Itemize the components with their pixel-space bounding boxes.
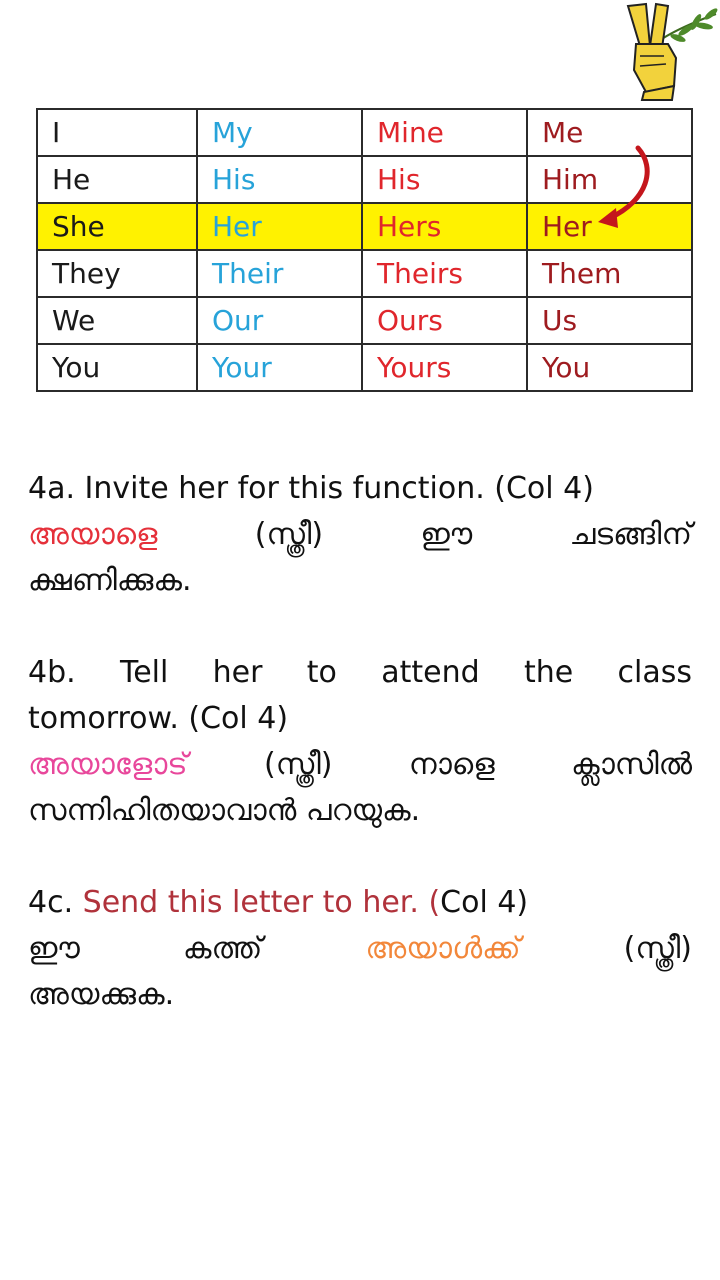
table-cell: Us xyxy=(527,297,692,344)
table-cell: Their xyxy=(197,250,362,297)
table-cell: Them xyxy=(527,250,692,297)
malayalam-text: (സ്ത്രീ) xyxy=(520,931,692,966)
table-cell: My xyxy=(197,109,362,156)
malayalam-text: ഈ കത്ത് xyxy=(28,931,366,966)
table-cell: She xyxy=(37,203,197,250)
table-row-highlighted xyxy=(37,203,692,250)
table-row xyxy=(37,156,692,203)
victory-hand-olive-branch-icon xyxy=(616,0,720,104)
example-4b-malayalam-line2: സന്നിഹിതയാവാൻ പറയുക. xyxy=(28,793,421,828)
example-4a xyxy=(28,466,692,604)
example-4b-english-line2: tomorrow. (Col 4) xyxy=(28,701,289,736)
table-cell: His xyxy=(197,156,362,203)
table-cell: Ours xyxy=(362,297,527,344)
highlighted-word: അയാളെ xyxy=(28,517,158,552)
table-cell: Theirs xyxy=(362,250,527,297)
example-4c-suffix: Col 4) xyxy=(440,885,529,920)
table-cell: You xyxy=(527,344,692,391)
example-4c-prefix: 4c. xyxy=(28,885,83,920)
table-cell: Our xyxy=(197,297,362,344)
highlighted-sentence: Send this letter to her. ( xyxy=(82,885,441,920)
table-cell: Her xyxy=(527,203,692,250)
table-cell: Hers xyxy=(362,203,527,250)
table-cell: Mine xyxy=(362,109,527,156)
table-cell: He xyxy=(37,156,197,203)
malayalam-text: (സ്ത്രീ) ഈ ചടങ്ങിന് xyxy=(157,517,692,552)
table-cell: Your xyxy=(197,344,362,391)
example-4a-malayalam-line2: ക്ഷണിക്കുക. xyxy=(28,563,192,598)
example-4a-malayalam-line1 xyxy=(28,512,692,558)
highlighted-word: അയാൾക്ക് xyxy=(365,931,521,966)
table-row xyxy=(37,250,692,297)
table-cell: Yours xyxy=(362,344,527,391)
table-row xyxy=(37,344,692,391)
table-cell: His xyxy=(362,156,527,203)
example-4c xyxy=(28,880,692,1018)
malayalam-text: (സ്ത്രീ) നാളെ ക്ലാസിൽ xyxy=(187,747,692,782)
table-cell: Me xyxy=(527,109,692,156)
highlighted-word: അയാളോട് xyxy=(28,747,188,782)
table-cell: Her xyxy=(197,203,362,250)
table-row xyxy=(37,109,692,156)
pronoun-table xyxy=(36,108,693,392)
table-cell: You xyxy=(37,344,197,391)
example-4b-english-line1: 4b. Tell her to attend the class xyxy=(28,655,692,690)
table-cell: They xyxy=(37,250,197,297)
example-4c-english xyxy=(28,880,692,926)
table-cell: We xyxy=(37,297,197,344)
table-row xyxy=(37,297,692,344)
example-4c-malayalam-line2: അയക്കുക. xyxy=(28,977,175,1012)
example-4a-english: 4a. Invite her for this function. (Col 4) xyxy=(28,471,594,506)
example-4c-malayalam-line1 xyxy=(28,926,692,972)
example-4b-malayalam-line1 xyxy=(28,742,692,788)
table-cell: I xyxy=(37,109,197,156)
table-cell: Him xyxy=(527,156,692,203)
example-4b xyxy=(28,650,692,834)
